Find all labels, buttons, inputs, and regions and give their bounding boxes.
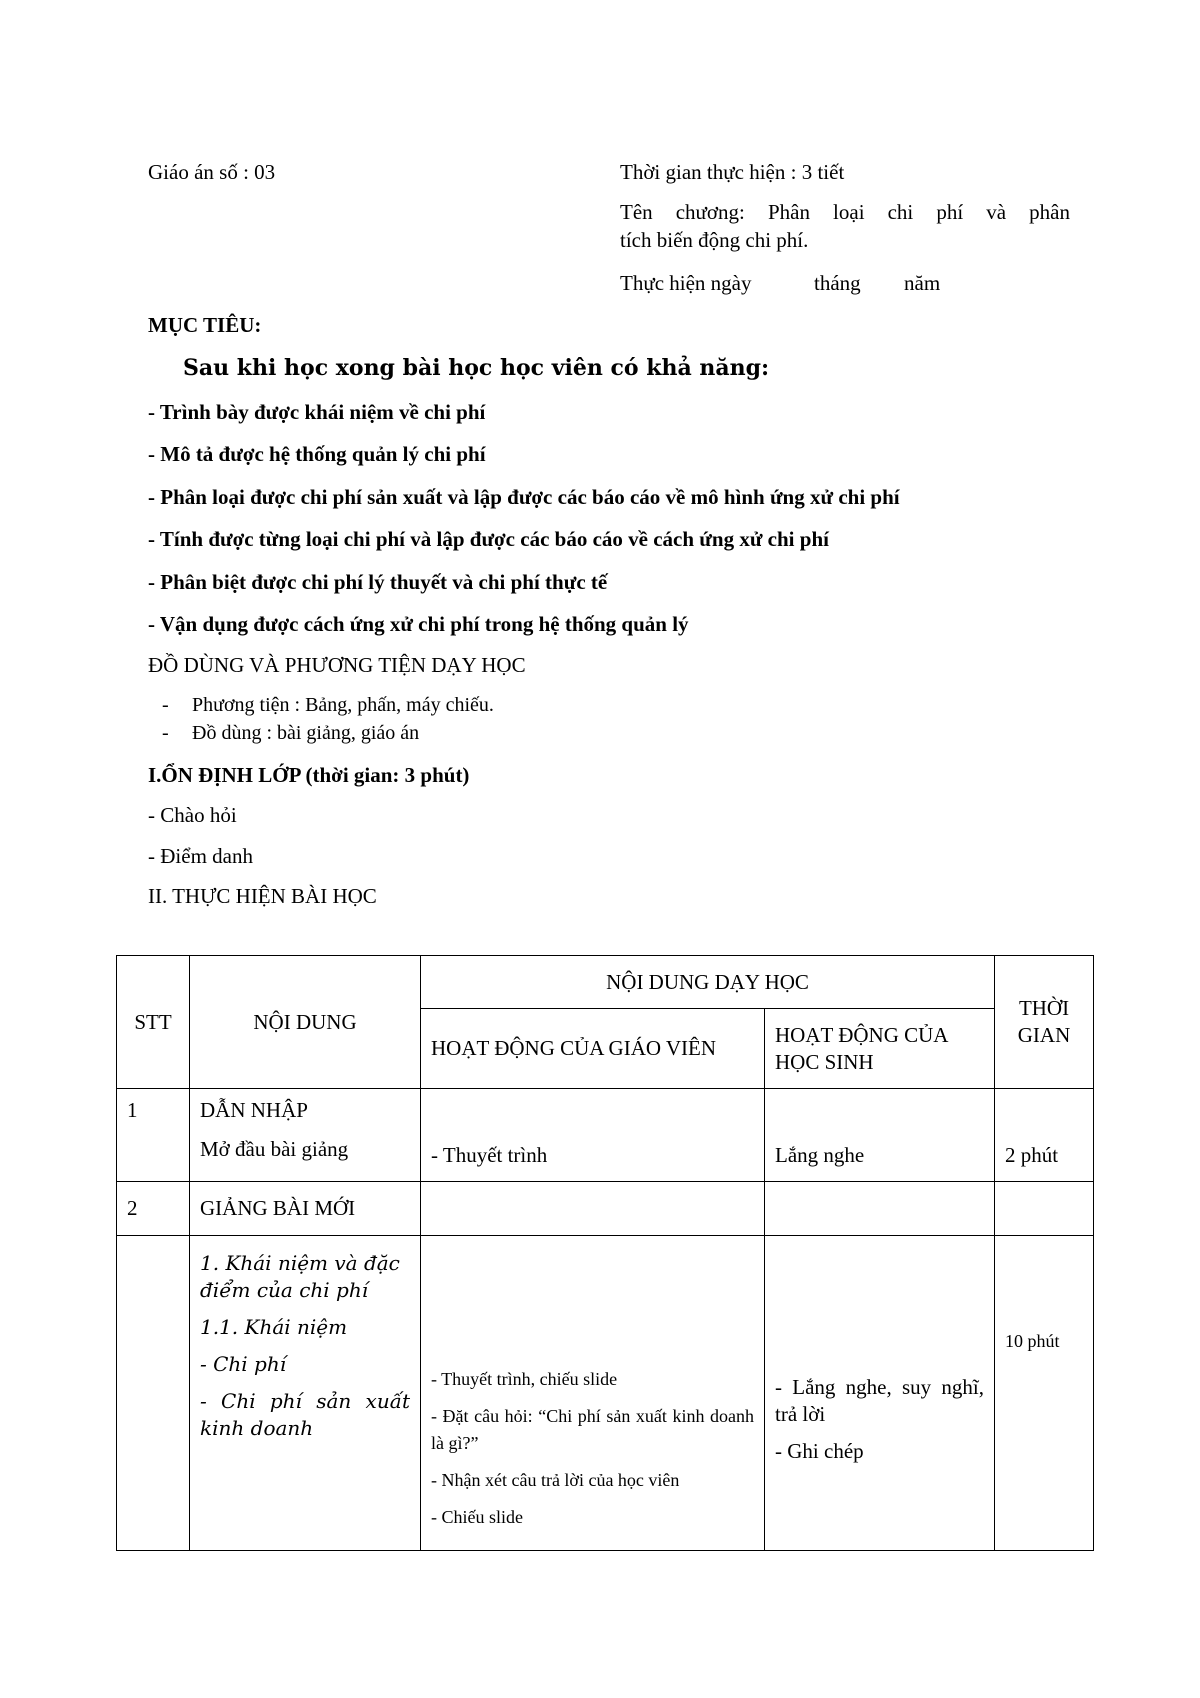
objective-item: - Trình bày được khái niệm về chi phí <box>148 400 486 424</box>
teacher-step: - Đặt câu hỏi: “Chi phí sản xuất kinh doanh là gì?” <box>431 1406 754 1453</box>
section2-heading: II. THỰC HIỆN BÀI HỌC <box>148 884 377 908</box>
chapter-title-line1: Tên chương: Phân loại chi phí và phân <box>620 200 1070 224</box>
header-content: NỘI DUNG <box>190 956 421 1089</box>
teacher-step: - Chiếu slide <box>431 1507 523 1527</box>
content-item: - Chi phí sản xuất kinh doanh <box>200 1389 410 1440</box>
teacher-step: - Thuyết trình, chiếu slide <box>431 1369 618 1389</box>
execution-year-label: năm <box>904 271 941 295</box>
materials-heading: ĐỒ DÙNG VÀ PHƯƠNG TIỆN DẠY HỌC <box>148 653 526 677</box>
content-section-title: 1. Khái niệm và đặc điểm của chi phí <box>200 1251 400 1302</box>
bullet-dash: - <box>162 722 169 744</box>
materials-item <box>162 694 762 720</box>
table-row <box>117 1182 1094 1236</box>
table-row <box>117 1236 1094 1551</box>
materials-item-text: Phương tiện : Bảng, phấn, máy chiếu. <box>192 694 494 716</box>
row-time: 2 phút <box>995 1089 1094 1182</box>
header-teacher-activity: HOẠT ĐỘNG CỦA GIÁO VIÊN <box>421 1009 765 1089</box>
row-content-title: DẪN NHẬP <box>200 1098 308 1122</box>
row-teacher-activity <box>421 1182 765 1236</box>
row-student-activity: Lắng nghe <box>765 1089 995 1182</box>
objective-item: - Mô tả được hệ thống quản lý chi phí <box>148 442 486 466</box>
execution-date-label: Thực hiện ngày <box>620 271 752 295</box>
lesson-duration: Thời gian thực hiện : 3 tiết <box>620 160 845 184</box>
row-teacher-activity <box>421 1236 765 1551</box>
content-item: - Chi phí <box>200 1352 287 1376</box>
row-teacher-activity: - Thuyết trình <box>421 1089 765 1182</box>
header-stt: STT <box>117 956 190 1089</box>
row-content-subtitle: Mở đầu bài giảng <box>200 1137 349 1161</box>
row-student-activity <box>765 1182 995 1236</box>
row-stt <box>117 1236 190 1551</box>
student-step: - Ghi chép <box>775 1439 864 1463</box>
row-content <box>190 1089 421 1182</box>
row-time: 10 phút <box>995 1236 1094 1551</box>
section1-item: - Điểm danh <box>148 844 253 868</box>
lesson-plan-table <box>116 955 1094 1551</box>
row-content <box>190 1236 421 1551</box>
objectives-intro: Sau khi học xong bài học học viên có khả năng: <box>183 355 770 381</box>
student-step: - Lắng nghe, suy nghĩ, trả lời <box>775 1375 985 1426</box>
objectives-heading: MỤC TIÊU: <box>148 313 262 337</box>
header-student-activity: HOẠT ĐỘNG CỦA HỌC SINH <box>765 1009 995 1089</box>
row-time <box>995 1182 1094 1236</box>
section1-item: - Chào hỏi <box>148 803 237 827</box>
table-row <box>117 1089 1094 1182</box>
objective-item: - Vận dụng được cách ứng xử chi phí trong hệ thống quản lý <box>148 612 689 636</box>
lesson-number: Giáo án số : 03 <box>148 160 276 184</box>
bullet-dash: - <box>162 694 169 716</box>
teacher-step: - Nhận xét câu trả lời của học viên <box>431 1470 680 1490</box>
objective-item: - Tính được từng loại chi phí và lập được các báo cáo về cách ứng xử chi phí <box>148 527 829 551</box>
chapter-title-line2: tích biến động chi phí. <box>620 228 809 252</box>
objective-item: - Phân loại được chi phí sản xuất và lập được các báo cáo về mô hình ứng xử chi phí <box>148 485 900 509</box>
execution-month-label: tháng <box>814 271 861 295</box>
row-student-activity <box>765 1236 995 1551</box>
content-subsection-title: 1.1. Khái niệm <box>200 1315 348 1339</box>
section1-heading: I.ỔN ĐỊNH LỚP (thời gian: 3 phút) <box>148 763 470 787</box>
row-stt: 2 <box>117 1182 190 1236</box>
objective-item: - Phân biệt được chi phí lý thuyết và chi phí thực tế <box>148 570 608 594</box>
materials-item <box>162 722 762 748</box>
header-time: THỜI GIAN <box>995 956 1094 1089</box>
header-teaching-content: NỘI DUNG DẠY HỌC <box>421 956 995 1009</box>
row-content: GIẢNG BÀI MỚI <box>190 1182 421 1236</box>
row-stt: 1 <box>117 1089 190 1182</box>
materials-item-text: Đồ dùng : bài giảng, giáo án <box>192 722 420 744</box>
